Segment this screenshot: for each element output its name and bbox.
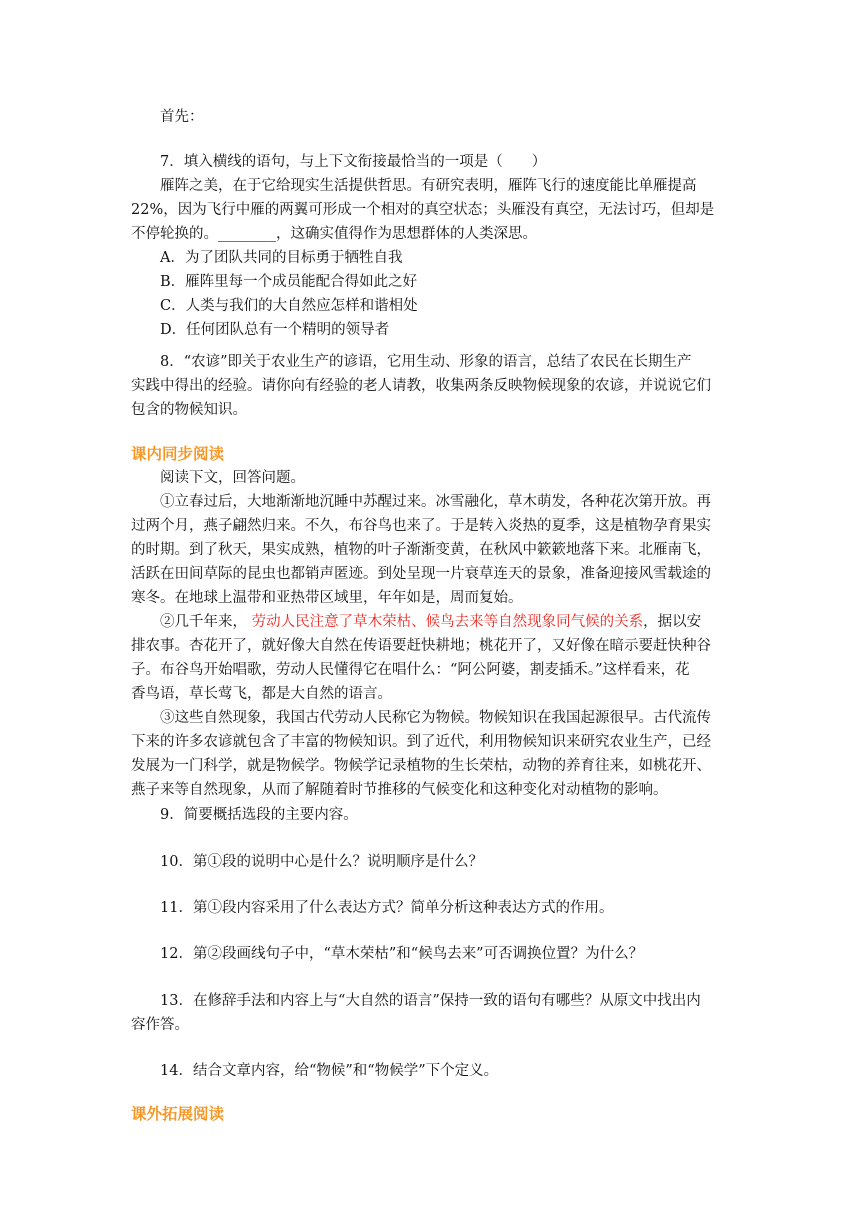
question-10: 10．第①段的说明中心是什么？说明顺序是什么？: [160, 854, 483, 870]
section-heading-in-class: 课内同步阅读: [131, 444, 225, 463]
paragraph-1-line: 寒冬。在地球上温带和亚热带区域里，年年如是，周而复始。: [131, 590, 523, 606]
question-13-line: 13．在修辞手法和内容上与“大自然的语言”保持一致的语句有哪些？从原文中找出内: [160, 993, 701, 1009]
question-7-stem: 7．填入横线的语句，与上下文衔接最恰当的一项是（ ）: [160, 154, 547, 170]
question-8-line: 8．“农谚”即关于农业生产的谚语，它用生动、形象的语言，总结了农民在长期生产: [160, 354, 692, 370]
paragraph-1-line: 活跃在田间草际的昆虫也都销声匿迹。到处呈现一片衰草连天的景象，准备迎接风雪载途的: [131, 566, 711, 582]
intro-text: 首先：: [160, 109, 204, 125]
underlined-sentence: 劳动人民注意了草木荣枯、候鸟去来等自然现象同气候的关系: [251, 614, 644, 630]
paragraph-1-line: 的时期。到了秋天，果实成熟，植物的叶子渐渐变黄，在秋风中簌簌地落下来。北雁南飞，: [131, 542, 711, 558]
question-7-passage-line: 雁阵之美，在于它给现实生活提供哲思。有研究表明，雁阵飞行的速度能比单雁提高: [160, 178, 697, 194]
question-12: 12．第②段画线句子中，“草木荣枯”和“候鸟去来”可否调换位置？为什么？: [160, 946, 644, 962]
question-7-option-b: B．雁阵里每一个成员能配合得如此之好: [160, 274, 418, 290]
paragraph-2-line: 香鸟语，草长莺飞，都是大自然的语言。: [131, 686, 392, 702]
paragraph-2-tail: ，据以安: [643, 614, 702, 630]
paragraph-2-first-line: [160, 610, 730, 634]
question-7-option-c: C．人类与我们的大自然应怎样和谐相处: [160, 298, 418, 314]
section-heading-extended: 课外拓展阅读: [131, 1104, 225, 1123]
question-7-option-d: D．任何团队总有一个精明的领导者: [160, 322, 390, 338]
question-13-line: 容作答。: [131, 1017, 189, 1033]
question-11: 11．第①段内容采用了什么表达方式？简单分析这种表达方式的作用。: [160, 900, 614, 916]
paragraph-2-lead: ②几千年来，: [160, 614, 247, 630]
reading-instruction: 阅读下文，回答问题。: [160, 470, 305, 486]
paragraph-2-line: 子。布谷鸟开始唱歌，劳动人民懂得它在唱什么：“阿公阿婆，割麦插禾。”这样看来，花: [131, 662, 690, 678]
question-8-line: 实践中得出的经验。请你向有经验的老人请教，收集两条反映物候现象的农谚，并说说它们: [131, 378, 711, 394]
question-9: 9．简要概括选段的主要内容。: [160, 807, 358, 823]
paragraph-3-line: 发展为一门科学，就是物候学。物候学记录植物的生长荣枯，动物的养育往来，如桃花开、: [131, 758, 711, 774]
paragraph-3-line: 燕子来等自然现象，从而了解随着时节推移的气候变化和这种变化对动植物的影响。: [131, 782, 668, 798]
question-7-passage-line: 不停轮换的。________，这确实值得作为思想群体的人类深思。: [131, 226, 537, 242]
paragraph-1-line: ①立春过后，大地渐渐地沉睡中苏醒过来。冰雪融化，草木萌发，各种花次第开放。再: [160, 494, 711, 510]
paragraph-3-line: ③这些自然现象，我国古代劳动人民称它为物候。物候知识在我国起源很早。古代流传: [160, 710, 711, 726]
question-8-line: 包含的物候知识。: [131, 402, 247, 418]
question-14: 14．结合文章内容，给“物候”和“物候学”下个定义。: [160, 1063, 499, 1079]
question-7-option-a: A．为了团队共同的目标勇于牺牲自我: [160, 250, 403, 266]
paragraph-3-line: 下来的许多农谚就包含了丰富的物候知识。到了近代，利用物候知识来研究农业生产，已经: [131, 734, 711, 750]
paragraph-1-line: 过两个月，燕子翩然归来。不久，布谷鸟也来了。于是转入炎热的夏季，这是植物孕育果实: [131, 518, 711, 534]
paragraph-2-line: 排农事。杏花开了，就好像大自然在传语要赶快耕地；桃花开了，又好像在暗示要赶快种谷: [131, 638, 711, 654]
question-7-passage-line: 22%，因为飞行中雁的两翼可形成一个相对的真空状态；头雁没有真空，无法讨巧，但却是: [131, 202, 715, 218]
